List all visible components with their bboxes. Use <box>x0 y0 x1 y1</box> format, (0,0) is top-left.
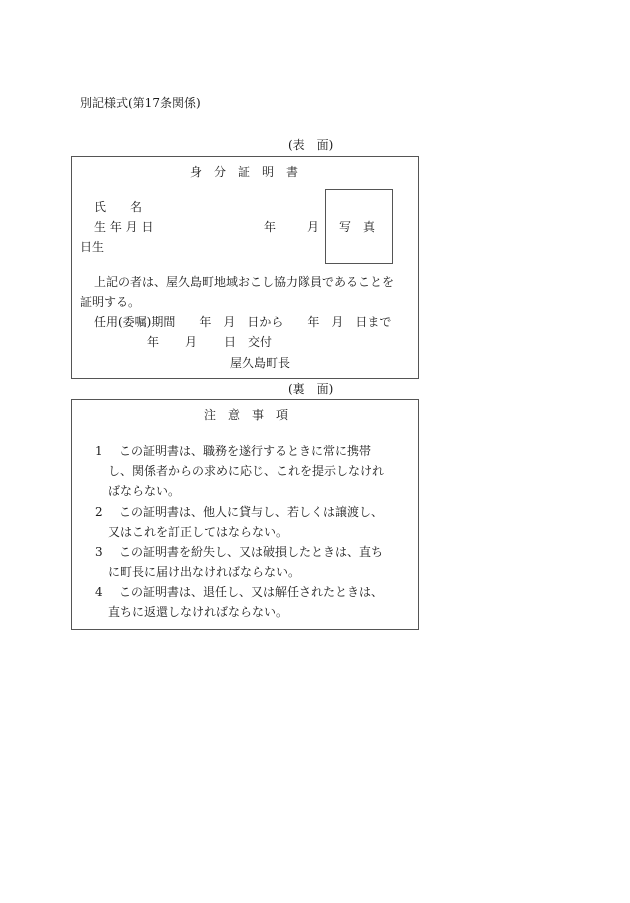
issue-year-label: 年 <box>147 335 160 349</box>
note-line: に町長に届け出なければならない。 <box>108 565 301 579</box>
birth-year-label: 年 <box>264 220 277 234</box>
note-number: 2 <box>95 505 103 519</box>
back-side-label: (裏 面) <box>288 382 334 396</box>
birth-month-label: 月 <box>307 220 320 234</box>
note-line: ばならない。 <box>108 484 181 498</box>
name-label: 氏 名 <box>94 200 143 214</box>
note-line: この証明書は、職務を遂行するときに常に携帯 <box>119 444 372 458</box>
issue-day-label: 日 交付 <box>224 335 273 349</box>
certify-text-line-2: 証明する。 <box>80 295 141 309</box>
note-line: この証明書を紛失し、又は破損したときは、直ち <box>119 545 384 559</box>
birth-date-label: 生 年 月 日 <box>94 220 154 234</box>
birth-day-suffix: 日生 <box>80 240 105 254</box>
photo-label: 写 真 <box>339 220 376 234</box>
note-line: この証明書は、退任し、又は解任されたときは、 <box>119 585 384 599</box>
certify-text-line-1: 上記の者は、屋久島町地域おこし協力隊員であることを <box>94 275 395 289</box>
note-number: 3 <box>95 545 103 559</box>
issuer-name: 屋久島町長 <box>230 356 291 370</box>
note-number: 4 <box>95 585 103 599</box>
form-title: 別記様式(第17条関係) <box>80 96 201 110</box>
note-line: この証明書は、他人に貸与し、若しくは譲渡し、 <box>119 505 384 519</box>
note-line: 又はこれを訂正してはならない。 <box>108 525 289 539</box>
note-line: 直ちに返還しなければならない。 <box>108 605 289 619</box>
note-number: 1 <box>95 444 103 458</box>
notes-title: 注 意 事 項 <box>204 408 289 422</box>
front-side-label: (表 面) <box>288 138 334 152</box>
card-title: 身 分 証 明 書 <box>190 165 299 179</box>
term-text: 任用(委嘱)期間 年 月 日から 年 月 日まで <box>94 315 392 329</box>
issue-month-label: 月 <box>185 335 198 349</box>
note-line: し、関係者からの求めに応じ、これを提示しなけれ <box>108 464 385 478</box>
